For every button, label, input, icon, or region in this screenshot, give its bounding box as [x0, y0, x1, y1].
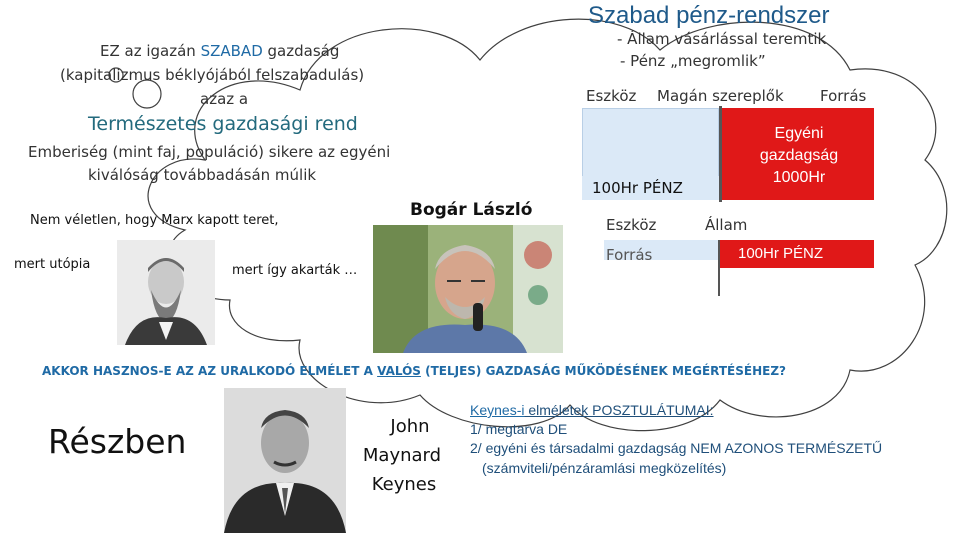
col-eszkoz: Eszköz	[586, 87, 637, 105]
question-line	[42, 364, 786, 378]
excellence-line: kiválóság továbbadásán múlik	[88, 166, 317, 184]
free-economy-highlight: SZABAD	[200, 42, 263, 60]
col-allam: Állam	[705, 216, 748, 234]
free-economy-post: gazdaság	[262, 42, 340, 60]
that-is-line: azaz a	[200, 90, 249, 108]
money-label-1: 100Hr PÉNZ	[592, 179, 683, 197]
col-private-actors: Magán szereplők	[657, 87, 784, 105]
note-state-buys: - Állam vásárlással teremtik	[617, 30, 827, 48]
keynes-name-1: John	[390, 416, 430, 437]
marx-portrait	[117, 240, 215, 345]
wanted-line: mert így akarták …	[232, 263, 358, 278]
asset-block-2	[604, 240, 718, 260]
free-economy-line	[100, 42, 339, 60]
question-p1: AKKOR HASZNOS-E AZ AZ URALKODÓ ELMÉLET A	[42, 364, 378, 378]
postulate-1: 1/ megtarva DE	[470, 421, 568, 437]
keynes-name-3: Keynes	[371, 474, 437, 495]
slide-title: Szabad pénz-rendszer	[588, 2, 830, 29]
money-label-2: 100Hr PÉNZ	[738, 245, 824, 262]
money-block-2	[720, 240, 874, 268]
postulates-header-b: elméletek POSZTULÁTUMAI:	[524, 402, 714, 418]
utopia-line: mert utópia	[14, 257, 91, 272]
postulate-2: 2/ egyéni és társadalmi gazdagság NEM AZONOS TERMÉSZETŰ	[470, 440, 883, 456]
question-valos: VALÓS	[377, 364, 421, 378]
liberation-line: (kapitalizmus béklyójából felszabadulás)	[60, 66, 365, 84]
keynes-portrait	[224, 388, 346, 533]
answer-partly: Részben	[48, 422, 187, 461]
postulates-header-a: Keynes-i	[470, 402, 525, 418]
humanity-line: Emberiség (mint faj, populáció) sikere az egyéni	[28, 143, 391, 161]
marx-line: Nem véletlen, hogy Marx kapott teret,	[30, 213, 279, 228]
postulate-3: (számviteli/pénzáramlási megközelítés)	[482, 460, 727, 476]
money-block-1	[582, 176, 719, 200]
forras-cut-label: Forrás	[606, 246, 653, 260]
note-money-spoils: - Pénz „megromlik”	[620, 52, 766, 70]
wealth-label: Egyéni gazdagság 1000Hr	[759, 125, 839, 186]
natural-order-heading: Természetes gazdasági rend	[88, 113, 358, 135]
keynes-name-2: Maynard	[362, 445, 442, 466]
free-economy-pre: EZ az igazán	[100, 42, 201, 60]
bogar-portrait	[373, 225, 563, 353]
col-forras: Forrás	[820, 87, 867, 105]
question-p3: (TELJES) GAZDASÁG MŰKÖDÉSÉNEK MEGÉRTÉSÉHEZ?	[420, 364, 786, 378]
col-eszkoz-2: Eszköz	[606, 216, 657, 234]
bogar-name: Bogár László	[410, 200, 533, 220]
postulates-header	[470, 402, 714, 418]
